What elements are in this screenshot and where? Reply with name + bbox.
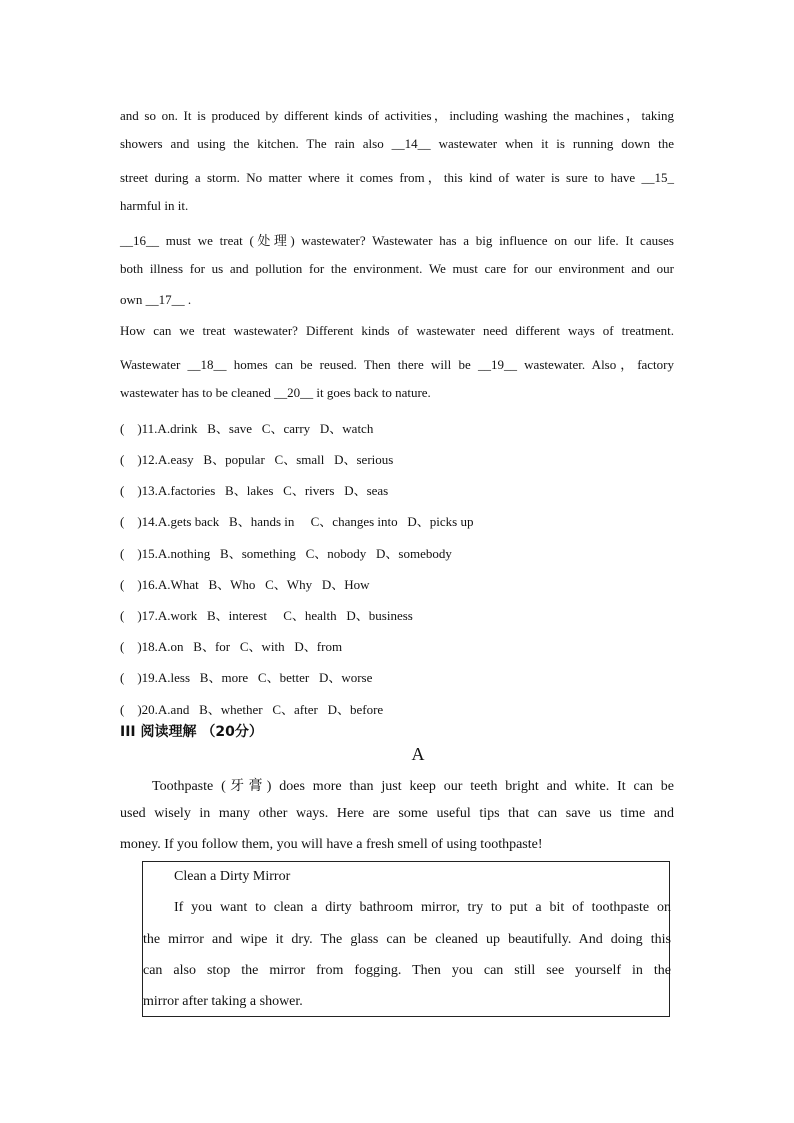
question-item: ( )15.A.nothing B、something C、nobody D、somebody — [120, 546, 452, 561]
passage-line: harmful in it. — [120, 198, 189, 213]
section-heading: III 阅读理解 （20分） — [120, 724, 263, 740]
passage-title: A — [411, 744, 425, 764]
passage-line: used wisely in many other ways. Here are some useful tips that can save us time and — [120, 806, 674, 821]
tip-line: the mirror and wipe it dry. The glass can be cleaned up beautifully. And doing this — [143, 932, 671, 947]
passage-line: wastewater has to be cleaned __20__ it goes back to nature. — [120, 385, 431, 400]
passage-line: Toothpaste (牙膏) does more than just keep our teeth bright and white. It can be — [152, 779, 674, 794]
tip-heading: Clean a Dirty Mirror — [174, 869, 291, 884]
passage-line: __16__ must we treat (处理) wastewater? Wastewater has a big influence on our life. It causes — [120, 233, 674, 248]
question-item: ( )20.A.and B、whether C、after D、before — [120, 702, 384, 717]
tip-line: If you want to clean a dirty bathroom mirror, try to put a bit of toothpaste on — [174, 900, 671, 915]
question-item: ( )11.A.drink B、save C、carry D、watch — [120, 421, 374, 436]
question-item: ( )16.A.What B、Who C、Why D、How — [120, 577, 370, 592]
tip-line: mirror after taking a shower. — [143, 994, 303, 1009]
tip-box — [142, 861, 670, 1017]
passage-line: both illness for us and pollution for the environment. We must care for our environment and our — [120, 261, 674, 276]
question-item: ( )17.A.work B、interest C、health D、business — [120, 608, 413, 623]
question-item: ( )18.A.on B、for C、with D、from — [120, 639, 343, 654]
question-item: ( )14.A.gets back B、hands in C、changes into D、picks up — [120, 514, 474, 529]
tip-line: can also stop the mirror from fogging. Then you can still see yourself in the — [143, 963, 671, 978]
passage-line: money. If you follow them, you will have a fresh smell of using toothpaste! — [120, 837, 543, 852]
passage-line: and so on. It is produced by different kinds of activities，including washing the machines，taking — [120, 108, 674, 123]
passage-line: street during a storm. No matter where it comes from，this kind of water is sure to have __15_ — [120, 170, 674, 185]
passage-line: How can we treat wastewater? Different kinds of wastewater need different ways of treatment. — [120, 323, 674, 338]
question-item: ( )12.A.easy B、popular C、small D、serious — [120, 452, 394, 467]
question-item: ( )13.A.factories B、lakes C、rivers D、seas — [120, 483, 389, 498]
question-item: ( )19.A.less B、more C、better D、worse — [120, 670, 373, 685]
passage-line: showers and using the kitchen. The rain also __14__ wastewater when it is running down the — [120, 136, 674, 151]
passage-line: own __17__ . — [120, 292, 192, 307]
passage-line: Wastewater __18__ homes can be reused. Then there will be __19__ wastewater. Also，factory — [120, 357, 674, 372]
